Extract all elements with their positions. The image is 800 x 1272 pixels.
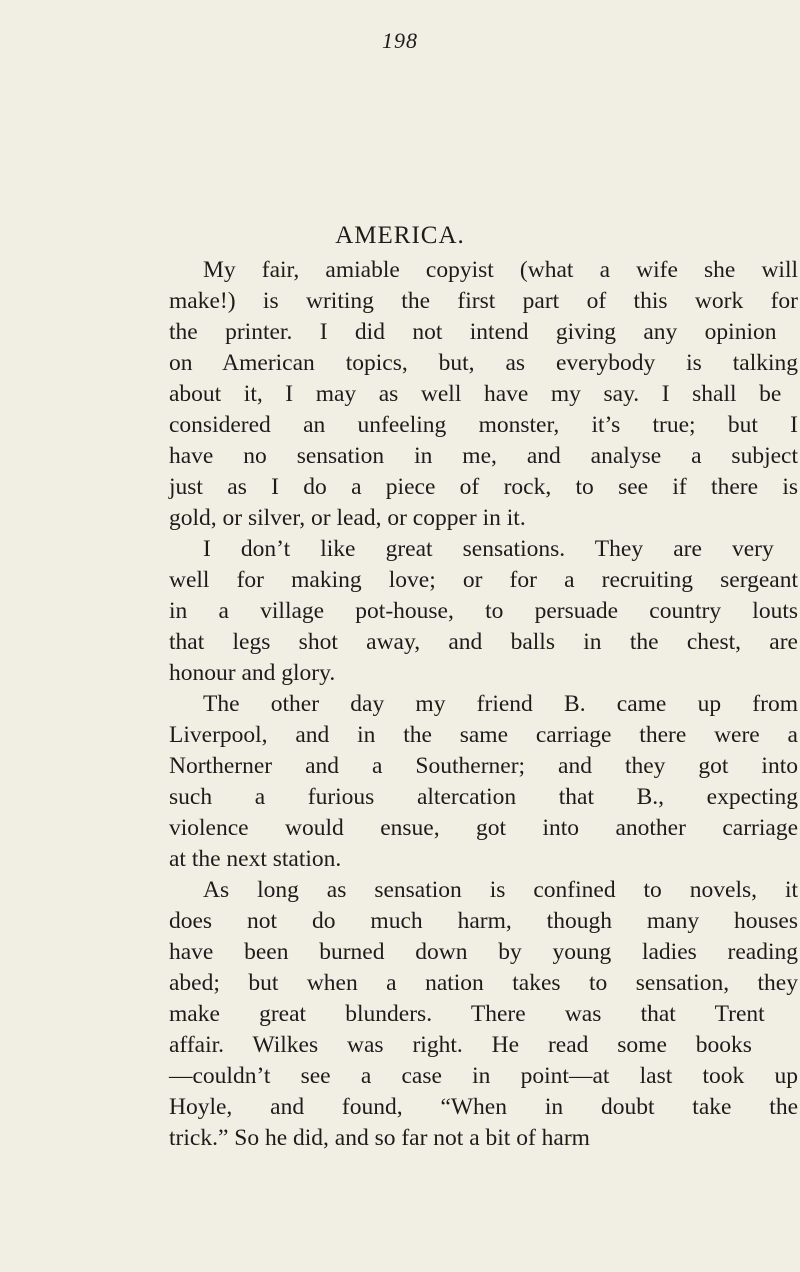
text-line: make!) is writing the first part of this work for xyxy=(169,288,798,314)
body-text xyxy=(169,255,798,1154)
text-line: just as I do a piece of rock, to see if there is xyxy=(169,474,798,500)
text-line: about it, I may as well have my say. I shall be xyxy=(169,381,782,407)
text-line: does not do much harm, though many houses xyxy=(169,908,798,934)
text-line: well for making love; or for a recruiting sergeant xyxy=(169,567,798,593)
text-line: My fair, amiable copyist (what a wife she will xyxy=(203,257,798,283)
text-line: trick.” So he did, and so far not a bit of harm xyxy=(169,1125,590,1151)
text-line: in a village pot-house, to persuade country louts xyxy=(169,598,798,624)
text-line: on American topics, but, as everybody is talking xyxy=(169,350,798,376)
text-line: that legs shot away, and balls in the chest, are xyxy=(169,629,798,655)
text-line: abed; but when a nation takes to sensation, they xyxy=(169,970,798,996)
text-line: the printer. I did not intend giving any opinion xyxy=(169,319,777,345)
text-line: affair. Wilkes was right. He read some books xyxy=(169,1032,752,1058)
text-line: gold, or silver, or lead, or copper in it. xyxy=(169,505,526,531)
chapter-title: AMERICA. xyxy=(335,222,465,249)
text-line: make great blunders. There was that Trent xyxy=(169,1001,765,1027)
text-line: I don’t like great sensations. They are very xyxy=(203,536,774,562)
text-line: such a furious altercation that B., expecting xyxy=(169,784,798,810)
text-line: violence would ensue, got into another carriage xyxy=(169,815,798,841)
text-line: have no sensation in me, and analyse a subject xyxy=(169,443,798,469)
text-line: The other day my friend B. came up from xyxy=(203,691,798,717)
text-line: —couldn’t see a case in point—at last took up xyxy=(169,1063,798,1089)
text-line: Northerner and a Southerner; and they got into xyxy=(169,753,798,779)
text-line: have been burned down by young ladies reading xyxy=(169,939,798,965)
text-line: honour and glory. xyxy=(169,660,336,686)
text-line: Liverpool, and in the same carriage there were a xyxy=(169,722,798,748)
text-line: Hoyle, and found, “When in doubt take the xyxy=(169,1094,798,1120)
text-line: As long as sensation is confined to novels, it xyxy=(203,877,798,903)
page-number: 198 xyxy=(382,28,418,53)
text-line: considered an unfeeling monster, it’s true; but I xyxy=(169,412,798,438)
text-line: at the next station. xyxy=(169,846,342,872)
